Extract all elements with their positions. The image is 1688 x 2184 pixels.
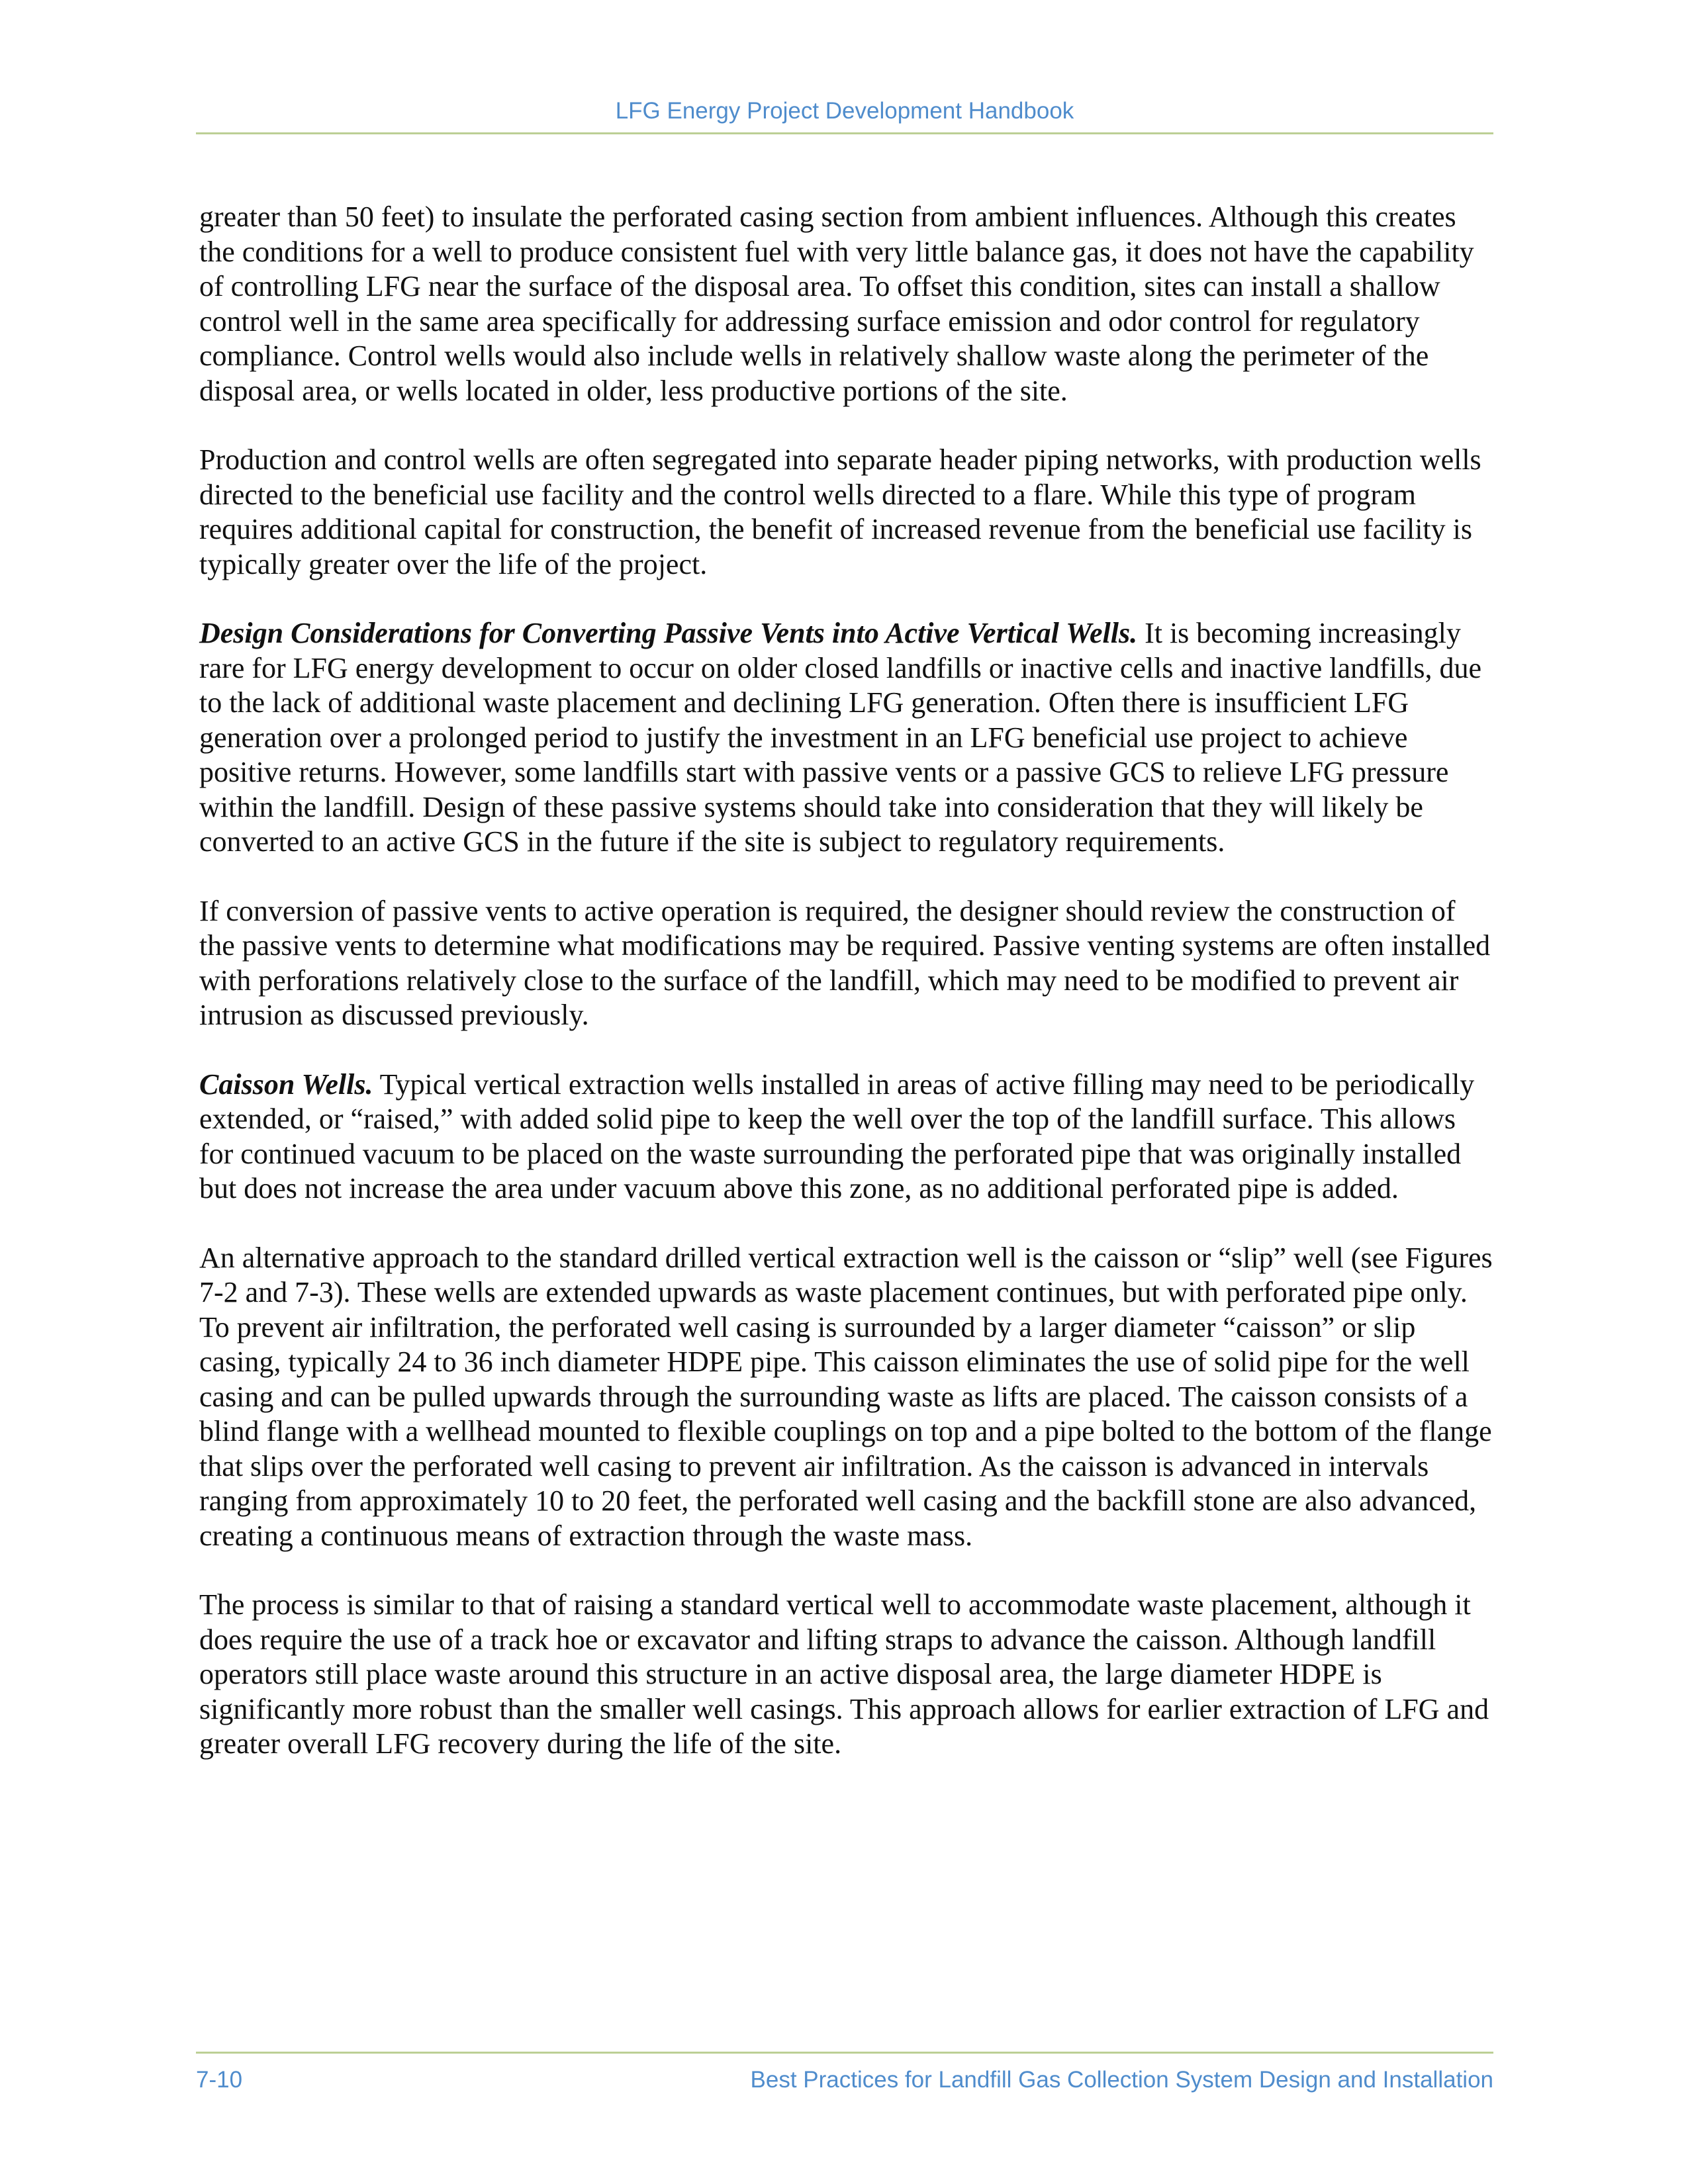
- paragraph-6-text: An alternative approach to the standard drilled vertical extraction well is the caisson or “slip” well (see Figures 7-2 and 7-3). These wells are extended upwards as waste placement continues, but with perforated pipe only. To prevent air infiltration, the perforated well casing is surrounded by a larger diameter “caisson” or slip casing, typically 24 to 36 inch diameter HDPE pipe. This caisson eliminates the use of solid pipe for the well casing and can be pulled upwards through the surrounding waste as lifts are placed. The caisson consists of a blind flange with a wellhead mounted to flexible couplings on top and a pipe bolted to the bottom of the flange that slips over the perforated well casing to prevent air infiltration. As the caisson is advanced in intervals ranging from approximately 10 to 20 feet, the perforated well casing and the backfill stone are also advanced, creating a continuous means of extraction through the waste mass.: [199, 1241, 1493, 1552]
- paragraph-4: [199, 894, 1493, 1033]
- paragraph-5: [199, 1068, 1493, 1206]
- paragraph-2: [199, 443, 1493, 582]
- paragraph-1-text: greater than 50 feet) to insulate the perforated casing section from ambient influences. Although this creates the conditions for a well to produce consistent fuel with very little balance gas, it does not have the capability of controlling LFG near the surface of the disposal area. To offset this condition, sites can install a shallow control well in the same area specifically for addressing surface emission and odor control for regulatory compliance. Control wells would also include wells in relatively shallow waste along the perimeter of the disposal area, or wells located in older, less productive portions of the site.: [199, 201, 1474, 407]
- paragraph-5-lead-heading: Caisson Wells.: [199, 1068, 373, 1101]
- paragraph-3-lead-heading: Design Considerations for Converting Passive Vents into Active Vertical Wells.: [199, 617, 1138, 649]
- paragraph-6: [199, 1241, 1493, 1554]
- paragraph-4-text: If conversion of passive vents to active operation is required, the designer should review the construction of the passive vents to determine what modifications may be required. Passive venting systems are often installed with perforations relatively close to the surface of the landfill, which may need to be modified to prevent air intrusion as discussed previously.: [199, 894, 1491, 1031]
- footer-chapter-title: Best Practices for Landfill Gas Collection System Design and Installation: [750, 2067, 1493, 2093]
- paragraph-2-text: Production and control wells are often segregated into separate header piping networks, with production wells directed to the beneficial use facility and the control wells directed to a flare. While this type of program requires additional capital for construction, the benefit of increased revenue from the beneficial use facility is typically greater over the life of the project.: [199, 443, 1481, 580]
- paragraph-1: [199, 200, 1493, 408]
- page-number: 7-10: [196, 2067, 243, 2093]
- paragraph-7: [199, 1588, 1493, 1762]
- header-title: LFG Energy Project Development Handbook: [615, 98, 1074, 124]
- running-footer: [196, 2052, 1493, 2095]
- paragraph-7-text: The process is similar to that of raising a standard vertical well to accommodate waste placement, although it does require the use of a track hoe or excavator and lifting straps to advance the caisson. Although landfill operators still place waste around this structure in an active disposal area, the large diameter HDPE is significantly more robust than the smaller well casings. This approach allows for earlier extraction of LFG and greater overall LFG recovery during the life of the site.: [199, 1588, 1489, 1760]
- paragraph-3-text: It is becoming increasingly rare for LFG energy development to occur on older closed landfills or inactive cells and inactive landfills, due to the lack of additional waste placement and declining LFG generation. Often there is insufficient LFG generation over a prolonged period to justify the investment in an LFG beneficial use project to achieve positive returns. However, some landfills start with passive vents or a passive GCS to relieve LFG pressure within the landfill. Design of these passive systems should take into consideration that they will likely be converted to an active GCS in the future if the site is subject to regulatory requirements.: [199, 617, 1481, 858]
- paragraph-3: [199, 616, 1493, 860]
- paragraph-5-text: Typical vertical extraction wells installed in areas of active filling may need to be periodically extended, or “raised,” with added solid pipe to keep the well over the top of the landfill surface. This allows for continued vacuum to be placed on the waste surrounding the perforated pipe that was originally installed but does not increase the area under vacuum above this zone, as no additional perforated pipe is added.: [199, 1068, 1475, 1205]
- body-text: [199, 200, 1493, 1796]
- running-header: [196, 95, 1493, 134]
